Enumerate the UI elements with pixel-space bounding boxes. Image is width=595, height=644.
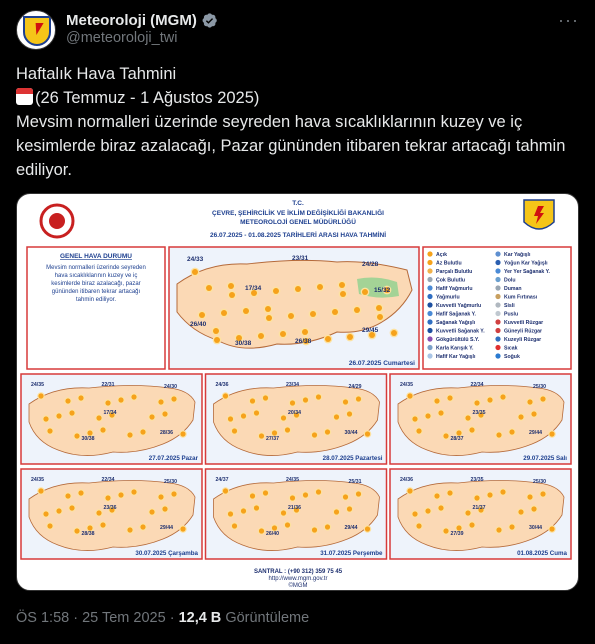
- sun-icon: [77, 489, 85, 497]
- sun-icon: [68, 504, 76, 512]
- daily-map-temp: 23/35: [470, 477, 484, 483]
- sun-icon: [530, 505, 538, 513]
- main-map-temp: 24/28: [362, 261, 379, 268]
- sun-icon: [486, 491, 494, 499]
- sun-icon: [548, 525, 556, 533]
- sun-icon: [390, 329, 399, 338]
- legend-item: Soğuk: [504, 354, 520, 360]
- sun-icon: [242, 307, 251, 316]
- sun-icon: [294, 285, 303, 294]
- daily-map-date-label: 28.07.2025 Pazartesi: [322, 455, 383, 462]
- legend-symbol-icon: [495, 294, 500, 299]
- legend-item: Duman: [504, 286, 522, 292]
- tweet-line-dates: [16, 86, 576, 110]
- legend-symbol-icon: [495, 260, 500, 265]
- daily-map[interactable]: [21, 469, 202, 559]
- sun-icon: [280, 414, 288, 422]
- daily-map-date-label: 30.07.2025 Çarşamba: [135, 550, 198, 557]
- legend-item: Sıcak: [504, 345, 518, 352]
- sun-icon: [227, 282, 236, 291]
- legend-symbol-icon: [427, 302, 432, 307]
- sun-icon: [289, 399, 297, 407]
- sun-icon: [262, 489, 270, 497]
- sun-icon: [95, 414, 103, 422]
- sun-icon: [170, 490, 178, 498]
- legend-symbol-icon: [495, 345, 500, 350]
- header-ministry: ÇEVRE, ŞEHİRCİLİK VE İKLİM DEĞİŞİKLİĞİ BAKANLIĞI: [212, 210, 384, 217]
- sun-icon: [157, 493, 165, 501]
- sun-icon: [486, 396, 494, 404]
- daily-map-temp: 25/30: [533, 384, 546, 390]
- general-text-line: gününden itibaren tekrar artacağı: [51, 289, 141, 295]
- sun-icon: [316, 283, 325, 292]
- sun-icon: [222, 487, 230, 495]
- main-map-temp: 26/38: [295, 338, 312, 345]
- sun-icon: [375, 304, 384, 313]
- legend-item: Kuzeyli Rüzgar: [504, 337, 542, 343]
- sun-icon: [37, 392, 45, 400]
- sun-icon: [355, 490, 363, 498]
- legend-symbol-icon: [495, 311, 500, 316]
- sun-icon: [170, 395, 178, 403]
- sun-icon: [258, 432, 266, 440]
- sun-icon: [464, 414, 472, 422]
- daily-map-temp: 24/35: [400, 382, 413, 388]
- sun-icon: [517, 413, 525, 421]
- main-map-temp: 17/34: [245, 285, 262, 292]
- daily-map[interactable]: [206, 469, 387, 559]
- meta-separator: ·: [69, 610, 83, 626]
- sun-icon: [468, 521, 476, 529]
- sun-icon: [376, 313, 385, 322]
- sun-icon: [442, 432, 450, 440]
- sun-icon: [157, 398, 165, 406]
- daily-map-temp: 24/35: [31, 477, 44, 483]
- sun-icon: [495, 431, 503, 439]
- daily-map-temp: 24/35: [31, 382, 44, 388]
- sun-icon: [346, 410, 354, 418]
- legend-symbol-icon: [427, 277, 432, 282]
- daily-map-temp: 28/36: [160, 430, 173, 436]
- sun-icon: [212, 327, 221, 336]
- sun-icon: [499, 393, 507, 401]
- more-options-icon[interactable]: ···: [558, 10, 579, 30]
- tweet-date-range: (26 Temmuz - 1 Ağustos 2025): [35, 89, 260, 107]
- legend-symbol-icon: [427, 260, 432, 265]
- sun-icon: [99, 426, 107, 434]
- daily-map-date-label: 31.07.2025 Perşembe: [320, 550, 383, 557]
- sun-icon: [302, 396, 310, 404]
- contact-phone: SANTRAL : (+90 312) 359 75 45: [253, 569, 343, 575]
- sun-icon: [228, 291, 237, 300]
- sun-icon: [191, 268, 200, 277]
- sun-icon: [539, 395, 547, 403]
- daily-map-temp: 30/38: [81, 436, 95, 442]
- main-map-temp: 29/45: [362, 327, 379, 334]
- sun-icon: [104, 399, 112, 407]
- header-mgm: METEOROLOJİ GENEL MÜDÜRLÜĞÜ: [240, 219, 356, 226]
- legend-item: Dolu: [504, 277, 516, 284]
- legend-symbol-icon: [427, 268, 432, 273]
- view-count: 12,4 B: [178, 610, 222, 626]
- daily-map-temp: 23/36: [103, 505, 117, 511]
- daily-map-temp: 29/44: [529, 430, 542, 436]
- sun-icon: [406, 392, 414, 400]
- daily-map-temp: 25/30: [533, 479, 546, 485]
- legend-symbol-icon: [495, 319, 500, 324]
- sun-icon: [264, 305, 273, 314]
- sun-icon: [342, 493, 350, 501]
- sun-icon: [139, 428, 147, 436]
- forecast-image[interactable]: [16, 193, 579, 591]
- sun-icon: [240, 507, 248, 515]
- sun-icon: [338, 281, 347, 290]
- sun-icon: [342, 398, 350, 406]
- legend-item: Az Bulutlu: [436, 260, 462, 267]
- tweet-text: [16, 62, 576, 182]
- daily-map-temp: 26/40: [266, 531, 279, 537]
- sun-icon: [346, 505, 354, 513]
- legend-item: Hafif Sağanak Y.: [436, 311, 476, 318]
- sun-icon: [446, 394, 454, 402]
- legend-item: Karla Karışık Y.: [436, 345, 474, 352]
- sun-icon: [415, 522, 423, 530]
- general-text-line: tahmin ediliyor.: [75, 297, 117, 303]
- sun-icon: [161, 410, 169, 418]
- legend-item: Kuvvetli Sağanak Y.: [436, 328, 485, 335]
- legend-symbol-icon: [495, 328, 500, 333]
- legend-item: Çok Bulutlu: [436, 277, 466, 284]
- sun-icon: [530, 410, 538, 418]
- sun-icon: [257, 332, 266, 341]
- general-text-line: hava sıcaklıklarının kuzey ve iç: [54, 273, 138, 279]
- legend-item: Sağanak Yağışlı: [436, 320, 476, 326]
- daily-map-date-label: 27.07.2025 Pazar: [148, 455, 198, 462]
- sun-icon: [424, 412, 432, 420]
- sun-icon: [227, 415, 235, 423]
- sun-icon: [499, 488, 507, 496]
- sun-icon: [179, 430, 187, 438]
- legend-item: Güneyli Rüzgar: [504, 328, 543, 335]
- sun-icon: [198, 311, 207, 320]
- sun-icon: [77, 394, 85, 402]
- daily-map-temp: 21/37: [472, 505, 486, 511]
- legend-item: Kuvvetli Rüzgar: [504, 320, 544, 326]
- sun-icon: [55, 412, 63, 420]
- sun-icon: [262, 394, 270, 402]
- sun-icon: [64, 397, 72, 405]
- sun-icon: [495, 526, 503, 534]
- sun-icon: [302, 491, 310, 499]
- legend-symbol-icon: [427, 336, 432, 341]
- daily-map-temp: 30/44: [529, 525, 542, 531]
- sun-icon: [508, 428, 516, 436]
- sun-icon: [205, 284, 214, 293]
- sun-icon: [289, 494, 297, 502]
- sun-icon: [148, 508, 156, 516]
- daily-map-temp: 17/34: [103, 410, 117, 416]
- sun-icon: [548, 430, 556, 438]
- tweet-date[interactable]: 25 Tem 2025: [82, 610, 166, 626]
- contact-website: http://www.mgm.gov.tr: [268, 576, 328, 582]
- sun-icon: [46, 427, 54, 435]
- tweet-meta: [16, 610, 309, 626]
- sun-icon: [287, 312, 296, 321]
- legend-item: Gökgürültülü S.Y.: [436, 337, 480, 343]
- sun-icon: [284, 521, 292, 529]
- main-map-temp: 24/33: [187, 256, 204, 263]
- daily-map-temp: 24/29: [348, 384, 362, 390]
- sun-icon: [442, 527, 450, 535]
- sun-icon: [284, 426, 292, 434]
- sun-icon: [508, 523, 516, 531]
- sun-icon: [126, 526, 134, 534]
- main-map-temp: 15/32: [374, 287, 391, 294]
- sun-icon: [213, 336, 222, 345]
- legend-item: Yer Yer Sağanak Y.: [504, 269, 550, 275]
- sun-icon: [99, 521, 107, 529]
- legend-item: Sisli: [504, 303, 515, 309]
- sun-icon: [437, 409, 445, 417]
- sun-icon: [231, 522, 239, 530]
- sun-icon: [324, 335, 333, 344]
- sun-icon: [517, 508, 525, 516]
- main-map-temp: 30/38: [235, 340, 252, 347]
- sun-icon: [473, 399, 481, 407]
- sun-icon: [227, 510, 235, 518]
- tweet-line-body: Mevsim normalleri üzerinde seyreden hava sıcaklıklarının kuzey ve iç kesimlerde biraz azalacağı, Pazar gününden itibaren tekrar artacağı tahmin ediliyor.: [16, 113, 570, 179]
- main-map-date-label: 26.07.2025 Cumartesi: [348, 360, 415, 367]
- daily-map-temp: 23/34: [286, 382, 299, 388]
- daily-map[interactable]: [206, 374, 387, 464]
- sun-icon: [464, 509, 472, 517]
- daily-map-temp: 28/38: [81, 531, 95, 537]
- sun-icon: [130, 488, 138, 496]
- daily-map[interactable]: [390, 374, 571, 464]
- sun-icon: [526, 398, 534, 406]
- legend-item: Puslu: [504, 311, 519, 318]
- daily-map-temp: 21/36: [288, 505, 301, 511]
- sun-icon: [353, 306, 362, 315]
- sun-icon: [433, 397, 441, 405]
- sun-icon: [279, 330, 288, 339]
- sun-icon: [280, 509, 288, 517]
- daily-map-temp: 25/31: [348, 479, 362, 485]
- daily-map-temp: 24/36: [215, 382, 229, 388]
- legend-symbol-icon: [427, 345, 432, 350]
- sun-icon: [222, 392, 230, 400]
- sun-icon: [37, 487, 45, 495]
- sun-icon: [46, 522, 54, 530]
- sun-icon: [424, 507, 432, 515]
- tweet-header: [16, 10, 579, 50]
- sun-icon: [539, 490, 547, 498]
- legend-symbol-icon: [427, 353, 432, 358]
- legend-symbol-icon: [427, 285, 432, 290]
- sun-icon: [253, 409, 261, 417]
- legend-item: Hafif Yağmurlu: [436, 286, 473, 292]
- legend-item: Açık: [436, 252, 447, 258]
- legend-item: Kar Yağışlı: [504, 252, 531, 258]
- daily-map-date-label: 01.08.2025 Cuma: [517, 550, 567, 557]
- sun-icon: [272, 287, 281, 296]
- header-date-range: 26.07.2025 - 01.08.2025 TARİHLERİ ARASI HAVA TAHMİNİ: [209, 232, 387, 239]
- verified-badge-icon: [201, 12, 218, 29]
- sun-icon: [311, 431, 319, 439]
- sun-icon: [117, 396, 125, 404]
- sun-icon: [361, 288, 370, 297]
- legend-symbol-icon: [427, 251, 432, 256]
- main-map-temp: 26/40: [190, 321, 207, 328]
- daily-forecast-maps: [21, 374, 571, 559]
- daily-map-temp: 24/30: [164, 384, 177, 390]
- legend-symbol-icon: [495, 336, 500, 341]
- weather-legend: [423, 247, 571, 369]
- daily-map[interactable]: [21, 374, 202, 464]
- legend-item: Hafif Kar Yağışlı: [436, 354, 476, 360]
- sun-icon: [333, 413, 341, 421]
- sun-icon: [468, 426, 476, 434]
- tweet-time[interactable]: ÖS 1:58: [16, 610, 70, 626]
- legend-symbol-icon: [495, 251, 500, 256]
- sun-icon: [126, 431, 134, 439]
- sun-icon: [406, 487, 414, 495]
- legend-item: Parçalı Bulutlu: [436, 269, 473, 275]
- daily-map[interactable]: [390, 469, 571, 559]
- legend-symbol-icon: [495, 302, 500, 307]
- sun-icon: [258, 527, 266, 535]
- sun-icon: [240, 412, 248, 420]
- tweet-line-title: Haftalık Hava Tahmini: [16, 65, 177, 83]
- legend-symbol-icon: [427, 319, 432, 324]
- daily-map-temp: 24/35: [286, 477, 299, 483]
- sun-icon: [364, 525, 372, 533]
- sun-icon: [64, 492, 72, 500]
- header-tc: T.C.: [292, 200, 304, 207]
- sun-icon: [220, 309, 229, 318]
- sun-icon: [73, 527, 81, 535]
- legend-symbol-icon: [495, 268, 500, 273]
- views-label: Görüntüleme: [221, 610, 310, 626]
- sun-icon: [55, 507, 63, 515]
- legend-symbol-icon: [495, 277, 500, 282]
- sun-icon: [324, 523, 332, 531]
- sun-icon: [526, 493, 534, 501]
- daily-map-temp: 22/34: [101, 477, 115, 483]
- sun-icon: [130, 393, 138, 401]
- daily-map-temp: 25/30: [164, 479, 177, 485]
- sun-icon: [117, 491, 125, 499]
- daily-map-temp: 24/37: [215, 477, 229, 483]
- sun-icon: [179, 525, 187, 533]
- account-handle[interactable]: @meteoroloji_twi: [66, 30, 178, 46]
- sun-icon: [346, 333, 355, 342]
- legend-item: Kuvvetli Yağmurlu: [436, 303, 482, 309]
- meta-separator: ·: [165, 610, 179, 626]
- legend-symbol-icon: [427, 294, 432, 299]
- daily-map-temp: 27/37: [266, 436, 279, 442]
- sun-icon: [473, 494, 481, 502]
- sun-icon: [161, 505, 169, 513]
- sun-icon: [42, 510, 50, 518]
- legend-symbol-icon: [427, 311, 432, 316]
- sun-icon: [73, 432, 81, 440]
- sun-icon: [301, 328, 310, 337]
- name-row: [66, 10, 218, 30]
- daily-map-temp: 29/44: [344, 525, 358, 531]
- sun-icon: [148, 413, 156, 421]
- daily-map-temp: 22/34: [470, 382, 484, 388]
- calendar-emoji-icon: [16, 88, 33, 105]
- sun-icon: [331, 308, 340, 317]
- sun-icon: [309, 310, 318, 319]
- sun-icon: [315, 488, 323, 496]
- main-map-temp: 23/31: [292, 255, 309, 262]
- daily-map-temp: 22/31: [101, 382, 115, 388]
- sun-icon: [333, 508, 341, 516]
- general-text-line: Mevsim normalleri üzerinde seyreden: [46, 265, 146, 271]
- sun-icon: [411, 510, 419, 518]
- sun-icon: [231, 427, 239, 435]
- sun-icon: [253, 504, 261, 512]
- sun-icon: [446, 489, 454, 497]
- sun-icon: [139, 523, 147, 531]
- legend-item: Yoğun Kar Yağışlı: [504, 260, 548, 267]
- daily-map-temp: 24/36: [400, 477, 413, 483]
- sun-icon: [249, 492, 257, 500]
- daily-map-date-label: 29.07.2025 Salı: [523, 455, 567, 462]
- sun-icon: [68, 409, 76, 417]
- sun-icon: [324, 428, 332, 436]
- legend-symbol-icon: [495, 285, 500, 290]
- daily-map-temp: 23/35: [472, 410, 486, 416]
- contact-copyright: ©MGM: [288, 583, 308, 589]
- sun-icon: [95, 509, 103, 517]
- avatar[interactable]: [16, 10, 56, 50]
- sun-icon: [355, 395, 363, 403]
- legend-symbol-icon: [495, 353, 500, 358]
- general-weather-title: GENEL HAVA DURUMU: [60, 253, 132, 260]
- sun-icon: [415, 427, 423, 435]
- general-text-line: kesimlerde biraz azalacağı, pazar: [51, 281, 141, 287]
- daily-map-temp: 28/37: [450, 436, 464, 442]
- account-name[interactable]: Meteoroloji (MGM): [66, 11, 197, 29]
- sun-icon: [339, 290, 348, 299]
- sun-icon: [411, 415, 419, 423]
- sun-icon: [249, 397, 257, 405]
- sun-icon: [104, 494, 112, 502]
- daily-map-temp: 20/34: [288, 410, 301, 416]
- legend-item: Yağmurlu: [436, 294, 460, 301]
- sun-icon: [315, 393, 323, 401]
- legend-item: Kum Fırtınası: [504, 294, 538, 301]
- sun-icon: [42, 415, 50, 423]
- daily-map-temp: 27/39: [450, 531, 464, 537]
- main-forecast-map: [169, 247, 419, 369]
- image-header: [41, 200, 554, 239]
- sun-icon: [311, 526, 319, 534]
- general-weather-box: [27, 247, 165, 369]
- sun-icon: [433, 492, 441, 500]
- legend-symbol-icon: [427, 328, 432, 333]
- sun-icon: [437, 504, 445, 512]
- sun-icon: [364, 430, 372, 438]
- ministry-logo-core-icon: [49, 213, 65, 229]
- sun-icon: [265, 314, 274, 323]
- daily-map-temp: 30/44: [344, 430, 358, 436]
- daily-map-temp: 29/44: [160, 525, 173, 531]
